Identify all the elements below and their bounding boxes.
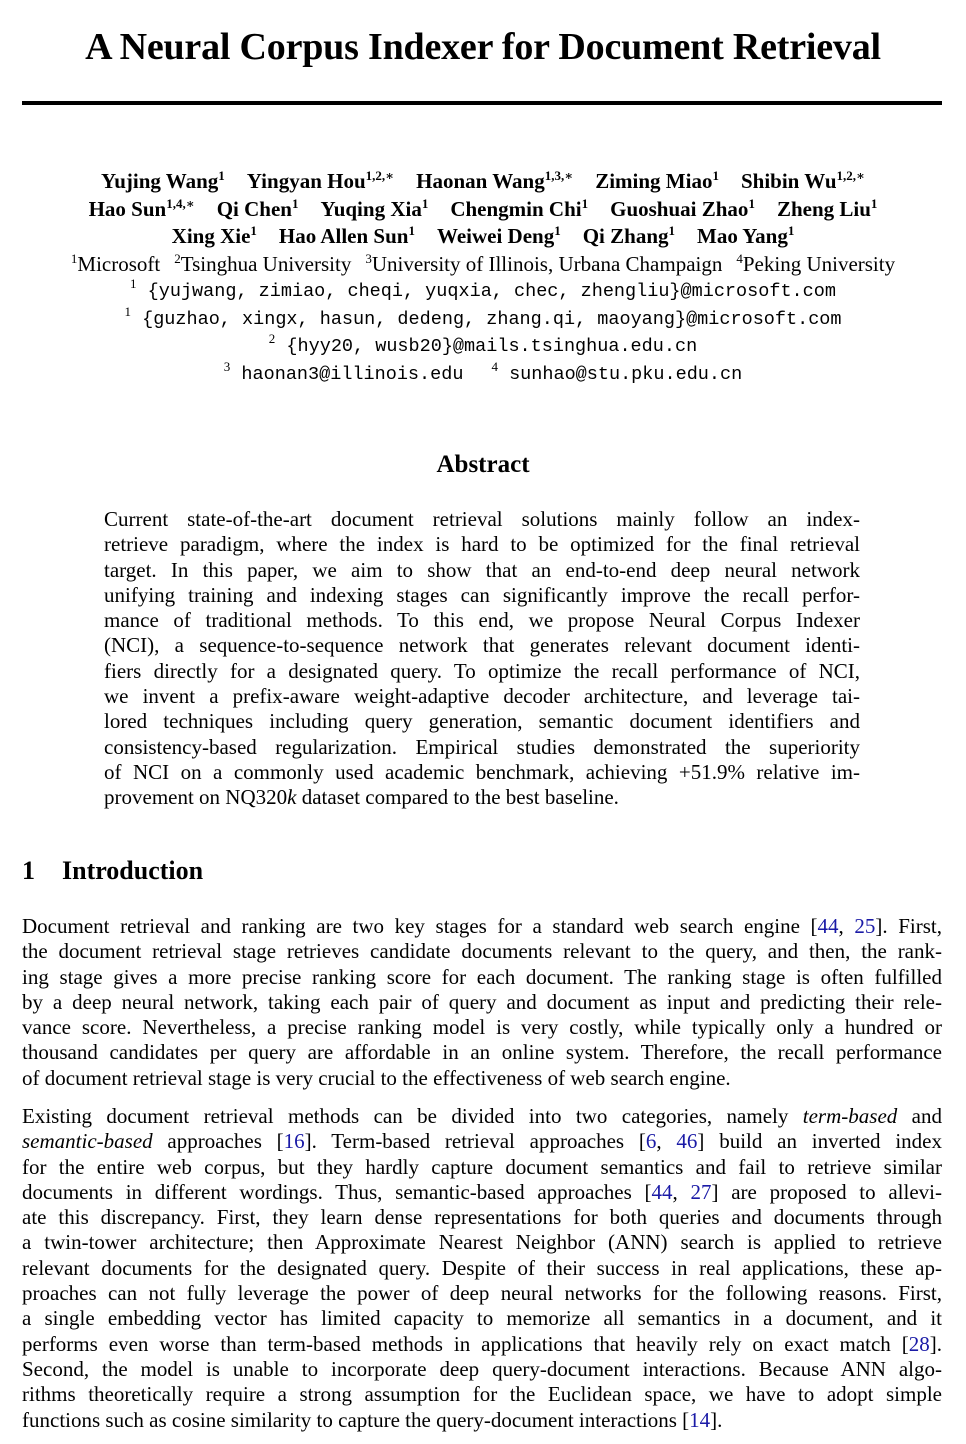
author-row: [0, 223, 966, 251]
abstract-line: Current state-of-the-art document retrieval solutions mainly follow an index-: [104, 507, 860, 531]
email-row: [0, 278, 966, 306]
text-run: functions such as cosine similarity to capture the query-document interactions [: [22, 1407, 690, 1432]
text-run: the document retrieval stage retrieves candidate documents relevant to the query, and then, the rank-: [22, 939, 942, 964]
author-name: [595, 169, 719, 193]
abstract-line: lored techniques including query generation, semantic document identifiers and: [104, 709, 860, 734]
abstract-line: [104, 785, 860, 810]
abstract-italic-run: k: [287, 785, 297, 810]
email-address: sunhao@stu.pku.edu.cn: [509, 363, 743, 385]
text-run: ing stage gives a more precise ranking score for each document. The ranking stage is often fulfilled: [22, 964, 942, 989]
affiliation-name: Microsoft: [77, 251, 161, 276]
author-row: [0, 168, 966, 196]
author-name: [279, 224, 415, 248]
email-address: {hyy20, wusb20}@mails.tsinghua.edu.cn: [286, 336, 698, 357]
email-row: [0, 333, 966, 361]
author-name-text: Yuqing Xia: [320, 196, 422, 221]
paragraph-line: [22, 914, 942, 939]
author-affiliation-mark: 1,4,∗: [166, 195, 195, 211]
text-run: ,: [838, 914, 855, 938]
author-name: [610, 197, 755, 221]
paragraph-line: [22, 1230, 942, 1255]
email-affiliation-mark: 4: [491, 358, 498, 374]
affiliation-mark: 3: [365, 250, 372, 266]
citation-link[interactable]: 25: [854, 914, 876, 938]
author-name-text: Qi Chen: [216, 196, 292, 221]
abstract-line: of NCI on a commonly used academic benchmark, achieving +51.9% relative im-: [104, 759, 860, 784]
author-name-text: Ziming Miao: [595, 169, 713, 193]
author-name-text: Shibin Wu: [740, 169, 837, 193]
author-name-text: Qi Zhang: [582, 224, 669, 248]
author-name-text: Chengmin Chi: [450, 196, 582, 221]
text-run: ].: [929, 1331, 942, 1356]
abstract-line: retrieve paradigm, where the index is hard to be optimized for the final retrieval: [104, 532, 860, 557]
abstract-line: unifying training and indexing stages can significantly improve the recall perfor-: [104, 582, 860, 607]
affiliations: [0, 251, 966, 279]
author-affiliation-mark: 1: [748, 195, 755, 211]
email-address: {guzhao, xingx, hasun, dedeng, zhang.qi, maoyang}@microsoft.com: [142, 308, 842, 330]
affiliation-name: Tsinghua University: [180, 251, 352, 276]
abstract-line: fiers directly for a designated query. To optimize the recall performance of NCI,: [104, 658, 860, 683]
author-name: [217, 197, 299, 221]
paragraph-line: [22, 1180, 942, 1205]
paragraph-line: [22, 1155, 942, 1180]
text-run: for the entire web corpus, but they hardly capture document semantics and fail to retrieve similar: [22, 1154, 942, 1179]
paragraph-line: [22, 1205, 942, 1230]
text-run: Existing document retrieval methods can be divided into two categories, namely: [22, 1104, 803, 1128]
author-name-text: Guoshuai Zhao: [610, 196, 749, 221]
text-run: ate this discrepancy. First, they learn dense representations for both queries and documents through: [22, 1205, 942, 1230]
citation-link[interactable]: 28: [908, 1331, 930, 1356]
email-row: [0, 303, 966, 334]
email-affiliation-mark: 1: [130, 276, 137, 291]
title-rule: [22, 101, 942, 105]
email-list: [0, 278, 966, 388]
author-name-text: Xing Xie: [171, 224, 251, 248]
author-name-text: Yujing Wang: [100, 169, 219, 193]
section-heading-introduction: [22, 855, 203, 887]
intro-paragraph-1: [22, 914, 942, 1091]
email-address: haonan3@illinois.edu: [241, 363, 464, 385]
paragraph-line: [22, 990, 942, 1015]
citation-link[interactable]: 46: [676, 1129, 698, 1154]
author-affiliation-mark: 1: [218, 168, 225, 183]
text-run: Second, the model is unable to incorporate deep query-document interactions. Because ANN algo-: [22, 1356, 942, 1381]
text-run: ].: [710, 1407, 723, 1432]
author-name: [697, 224, 794, 248]
text-run: relevant documents for the designated query. Despite of their success in real applications, these ap-: [22, 1255, 942, 1280]
author-name: [172, 224, 257, 248]
affiliation-name: Peking University: [742, 251, 896, 276]
citation-link[interactable]: 14: [689, 1407, 711, 1432]
text-run: a single embedding vector has limited capacity to memorize all semantics in a document, and it: [22, 1306, 942, 1331]
citation-link[interactable]: 44: [651, 1179, 673, 1204]
email-affiliation-mark: 2: [268, 331, 276, 346]
text-run: ,: [656, 1129, 677, 1154]
paragraph-line: [22, 1382, 942, 1407]
author-name-text: Weiwei Deng: [436, 224, 555, 248]
text-run: ] are proposed to allevi-: [711, 1179, 943, 1204]
author-affiliation-mark: 1,3,∗: [544, 168, 574, 183]
abstract-text-run: provement on NQ320: [104, 785, 288, 810]
abstract-text-run: dataset compared to the best baseline.: [296, 785, 619, 810]
author-affiliation-mark: 1,2,∗: [365, 168, 395, 183]
citation-link[interactable]: 6: [645, 1129, 657, 1154]
paragraph-line: [22, 1015, 942, 1040]
author-name: [416, 169, 573, 193]
paragraph-line: [22, 1129, 942, 1154]
author-affiliation-mark: 1: [250, 223, 257, 238]
paragraph-line: [22, 1281, 942, 1306]
paragraph-line: [22, 1332, 942, 1357]
author-name: [320, 197, 428, 221]
abstract-text: [104, 507, 860, 811]
text-run: vance score. Nevertheless, a precise ranking model is very costly, while typically only a hundred or: [22, 1015, 942, 1040]
affiliation-name: University of Illinois, Urbana Champaign: [371, 251, 723, 276]
email-affiliation-mark: 3: [223, 358, 231, 374]
text-run: ,: [672, 1179, 691, 1204]
author-list: [0, 168, 966, 251]
text-run: proaches can not fully leverage the power of deep neural networks for the following reasons. First,: [22, 1281, 942, 1306]
citation-link[interactable]: 44: [817, 914, 839, 938]
paragraph-line: [22, 1040, 942, 1065]
intro-paragraph-2: [22, 1104, 942, 1433]
abstract-line: target. In this paper, we aim to show that an end-to-end deep neural network: [104, 557, 860, 582]
email-row: [0, 358, 966, 389]
text-run: of document retrieval stage is very crucial to the effectiveness of web search engine.: [22, 1065, 731, 1090]
author-name-text: Hao Allen Sun: [278, 224, 409, 248]
paper-title: A Neural Corpus Indexer for Document Retrieval: [85, 26, 881, 68]
author-name-text: Haonan Wang: [416, 169, 545, 193]
text-run: and: [897, 1104, 942, 1128]
author-name-text: Mao Yang: [697, 224, 788, 248]
affiliation-mark: 2: [174, 250, 181, 266]
italic-term: term-based: [802, 1104, 898, 1128]
paragraph-line: [22, 1066, 942, 1091]
author-affiliation-mark: 1: [291, 195, 299, 211]
author-affiliation-mark: 1: [581, 195, 589, 211]
author-affiliation-mark: 1: [554, 223, 561, 238]
section-number: 1: [22, 856, 35, 885]
author-name-text: Zheng Liu: [776, 196, 871, 221]
paragraph-line: [22, 965, 942, 990]
affiliation-mark: 4: [736, 250, 743, 266]
author-row: [0, 196, 966, 224]
author-affiliation-mark: 1,2,∗: [836, 168, 866, 183]
text-run: thousand candidates per query are affordable in an online system. Therefore, the recall performance: [22, 1040, 942, 1065]
author-affiliation-mark: 1: [870, 195, 878, 211]
text-run: ]. First,: [875, 914, 943, 938]
italic-term: semantic-based: [22, 1129, 153, 1154]
author-name: [247, 169, 394, 193]
section-title: Introduction: [62, 856, 204, 885]
author-affiliation-mark: 1: [712, 168, 719, 183]
author-affiliation-mark: 1: [668, 223, 676, 238]
author-block: [0, 168, 966, 388]
author-name-text: Yingyan Hou: [246, 169, 366, 193]
abstract-line: mance of traditional methods. To this end, we propose Neural Corpus Indexer: [104, 608, 860, 633]
paragraph-line: [22, 1408, 942, 1433]
text-run: ] build an inverted index: [697, 1129, 943, 1154]
author-affiliation-mark: 1: [421, 195, 429, 211]
abstract-line: consistency-based regularization. Empirical studies demonstrated the superiority: [104, 734, 860, 759]
author-affiliation-mark: 1: [408, 223, 415, 238]
paragraph-line: [22, 1357, 942, 1382]
author-name: [101, 169, 225, 193]
author-affiliation-mark: 1: [787, 223, 795, 238]
text-run: approaches [: [152, 1129, 284, 1154]
text-run: by a deep neural network, taking each pair of query and document as input and predicting their rele-: [22, 989, 942, 1014]
text-run: documents in different wordings. Thus, semantic-based approaches [: [22, 1179, 652, 1204]
email-affiliation-mark: 1: [124, 303, 131, 319]
citation-link[interactable]: 27: [690, 1179, 712, 1204]
paragraph-line: [22, 1306, 942, 1331]
text-run: performs even worse than term-based methods in applications that heavily rely on exact match [: [22, 1331, 909, 1356]
author-name: [89, 197, 195, 221]
text-run: Document retrieval and ranking are two key stages for a standard web search engine [: [22, 914, 818, 938]
abstract-heading: Abstract: [436, 451, 530, 478]
abstract-line: we invent a prefix-aware weight-adaptive decoder architecture, and leverage tai-: [104, 684, 860, 709]
text-run: ]. Term-based retrieval approaches [: [304, 1129, 646, 1154]
text-run: a twin-tower architecture; then Approximate Nearest Neighbor (ANN) search is applied to retrieve: [22, 1230, 942, 1255]
author-name: [583, 224, 675, 248]
affiliation-mark: 1: [70, 250, 78, 266]
paragraph-line: [22, 1104, 942, 1129]
author-name: [741, 169, 865, 193]
email-address: {yujwang, zimiao, cheqi, yuqxia, chec, zhengliu}@microsoft.com: [147, 281, 836, 302]
paragraph-line: [22, 1256, 942, 1281]
author-name-text: Hao Sun: [88, 196, 167, 221]
author-name: [777, 197, 877, 221]
citation-link[interactable]: 16: [283, 1129, 305, 1154]
author-name: [437, 224, 561, 248]
abstract-line: (NCI), a sequence-to-sequence network that generates relevant document identi-: [104, 633, 860, 658]
author-name: [450, 197, 588, 221]
paragraph-line: [22, 939, 942, 964]
text-run: rithms theoretically require a strong assumption for the Euclidean space, we have to adopt simple: [22, 1382, 942, 1407]
